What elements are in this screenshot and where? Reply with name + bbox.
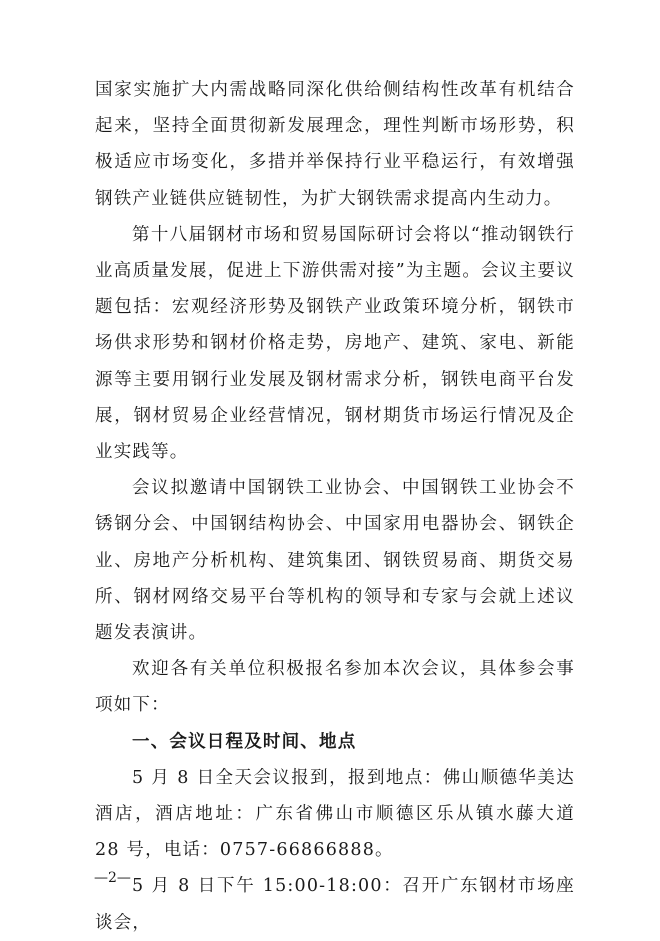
paragraph-check-in: 5 月 8 日全天会议报到，报到地点：佛山顺德华美达酒店，酒店地址：广东省佛山市顺德区乐从镇水藤大道 28 号，电话：0757-66866888。 bbox=[95, 767, 575, 861]
document-body bbox=[95, 72, 575, 941]
paragraph-continuation: 国家实施扩大内需战略同深化供给侧结构性改革有机结合起来，坚持全面贯彻新发展理念，理性判断市场形势，积极适应市场变化，多措并举保持行业平稳运行，有效增强钢铁产业链供应链韧性，为扩大钢铁需求提高内生动力。 bbox=[95, 80, 575, 209]
paragraph-registration-invite: 欢迎各有关单位积极报名参加本次会议，具体参会事项如下： bbox=[95, 659, 575, 716]
page-number: —2— bbox=[94, 870, 131, 886]
paragraph-forum-session: 5 月 8 日下午 15:00-18:00：召开广东钢材市场座谈会， bbox=[95, 876, 575, 933]
section-heading-schedule: 一、会议日程及时间、地点 bbox=[132, 731, 357, 752]
paragraph-invited-speakers: 会议拟邀请中国钢铁工业协会、中国钢铁工业协会不锈钢分会、中国钢结构协会、中国家用电器协会、钢铁企业、房地产分析机构、建筑集团、钢铁贸易商、期货交易所、钢材网络交易平台等机构的领导和专家与会就上述议题发表演讲。 bbox=[95, 478, 575, 644]
paragraph-seminar-theme: 第十八届钢材市场和贸易国际研讨会将以“推动钢铁行业高质量发展，促进上下游供需对接”为主题。会议主要议题包括：宏观经济形势及钢铁产业政策环境分析，钢铁市场供求形势和钢材价格走势，房地产、建筑、家电、新能源等主要用钢行业发展及钢材需求分析，钢铁电商平台发展，钢材贸易企业经营情况，钢材期货市场运行情况及企业实践等。 bbox=[95, 224, 575, 463]
